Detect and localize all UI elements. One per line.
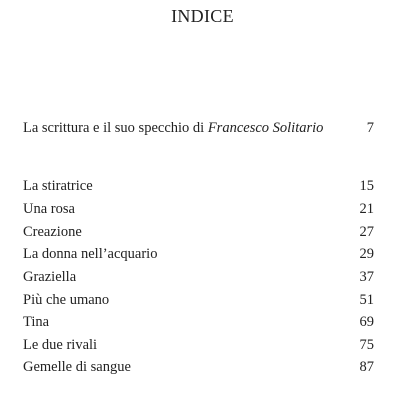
toc-entry-page: 87: [359, 359, 374, 375]
toc-entry-title: [23, 120, 323, 137]
toc-entry-page: 75: [359, 337, 374, 353]
toc-entry: [23, 337, 374, 357]
toc-entry-preface: [23, 120, 374, 140]
toc-entry: [23, 224, 374, 244]
preface-title: La scrittura e il suo specchio di: [23, 120, 205, 136]
toc-entry-title: Più che umano: [23, 292, 110, 308]
page-title: INDICE: [171, 6, 234, 26]
toc-entry-page: 37: [359, 269, 374, 285]
toc-entry-title: La donna nell’acquario: [23, 246, 158, 262]
toc-entry-page: 7: [366, 120, 374, 136]
toc-entry: [23, 292, 374, 312]
toc-entry-title: Tina: [23, 314, 50, 330]
preface-author: Francesco Solitario: [207, 120, 324, 136]
toc-entry-page: 69: [359, 314, 374, 330]
toc-entry-page: 27: [359, 224, 374, 240]
toc-entry-title: Gemelle di sangue: [23, 359, 131, 375]
toc-entry-title: La stiratrice: [23, 178, 93, 194]
toc-entry-page: 29: [359, 246, 374, 262]
toc-entry: [23, 246, 374, 266]
toc-entry: [23, 178, 374, 198]
toc-entry: [23, 269, 374, 289]
toc-entry-title: Creazione: [23, 224, 82, 240]
toc-entry: [23, 201, 374, 221]
toc-entry-page: 51: [359, 292, 374, 308]
toc-entry: [23, 359, 374, 379]
toc-entry-title: Le due rivali: [23, 337, 98, 353]
toc-entry-page: 21: [359, 201, 374, 217]
toc-entry: [23, 314, 374, 334]
toc-entry-title: Graziella: [23, 269, 77, 285]
toc-entry-title: Una rosa: [23, 201, 75, 217]
toc-entry-page: 15: [359, 178, 374, 194]
